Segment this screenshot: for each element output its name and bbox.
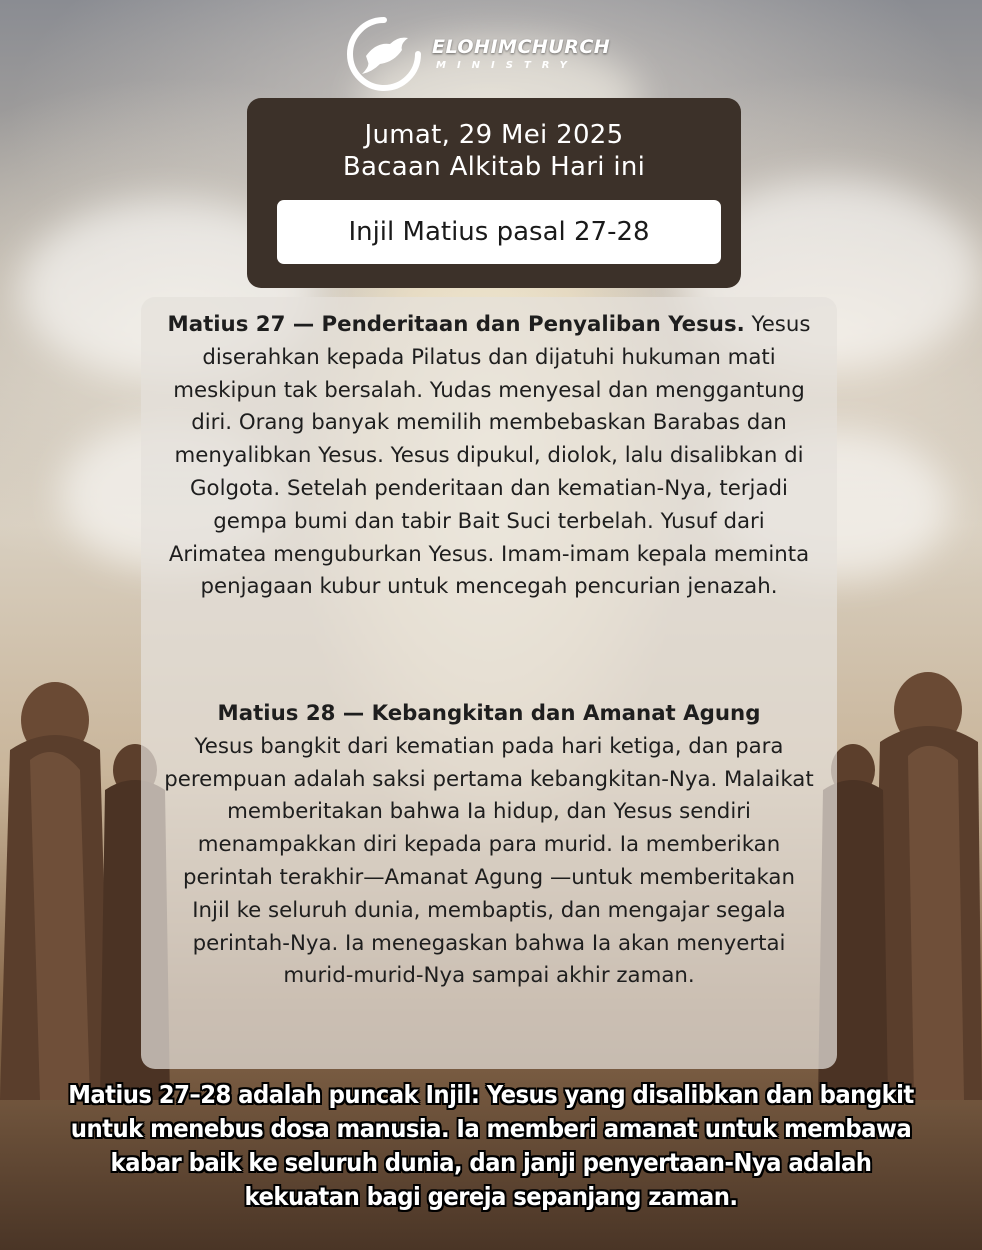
dove-logo-icon [346, 16, 422, 92]
logo-name: ELOHIMCHURCH [432, 36, 611, 58]
robed-figure-left-outer [0, 680, 110, 1100]
footer-conclusion: Matius 27–28 adalah puncak Injil: Yesus yang disalibkan dan bangkit untuk menebus dosa manusia. Ia memberi amanat untuk membawa kabar baik ke seluruh dunia, dan janji penyertaan-Nya adalah kekuatan bagi gereja sepanjang zaman. [68, 1080, 914, 1211]
summary-section [163, 309, 815, 604]
section-heading: Matius 27 — Penderitaan dan Penyaliban Yesus. [167, 312, 745, 337]
summary-section [163, 698, 815, 993]
section-body: Yesus bangkit dari kematian pada hari ketiga, dan para perempuan adalah saksi pertama kebangkitan-Nya. Malaikat memberitakan bahwa Ia hidup, dan Yesus sendiri menampakkan diri kepada para murid. Ia memberikan perintah terakhir—Amanat Agung —untuk memberitakan Injil ke seluruh dunia, membaptis, dan mengajar segala perintah-Nya. Ia menegaskan bahwa Ia akan menyertai murid-murid-Nya sampai akhir zaman. [164, 733, 814, 989]
summary-card [141, 297, 837, 1069]
logo-subtitle: MINISTRY [436, 60, 578, 71]
reading-passage: Injil Matius pasal 27-28 [277, 200, 721, 264]
logo [346, 16, 636, 92]
section-body: Yesus diserahkan kepada Pilatus dan dijatuhi hukuman mati meskipun tak bersalah. Yudas menyesal dan menggantung diri. Orang banyak memilih membebaskan Barabas dan menyalibkan Yesus. Yesus dipukul, diolok, lalu disalibkan di Golgota. Setelah penderitaan dan kematian-Nya, terjadi gempa bumi dan tabir Bait Suci terbelah. Yusuf dari Arimatea menguburkan Yesus. Imam-imam kepala meminta penjagaan kubur untuk mencegah pencurian jenazah. [168, 312, 811, 600]
header-subtitle: Bacaan Alkitab Hari ini [342, 152, 646, 182]
header-date: Jumat, 29 Mei 2025 [364, 120, 624, 150]
section-heading: Matius 28 — Kebangkitan dan Amanat Agung [217, 701, 761, 726]
